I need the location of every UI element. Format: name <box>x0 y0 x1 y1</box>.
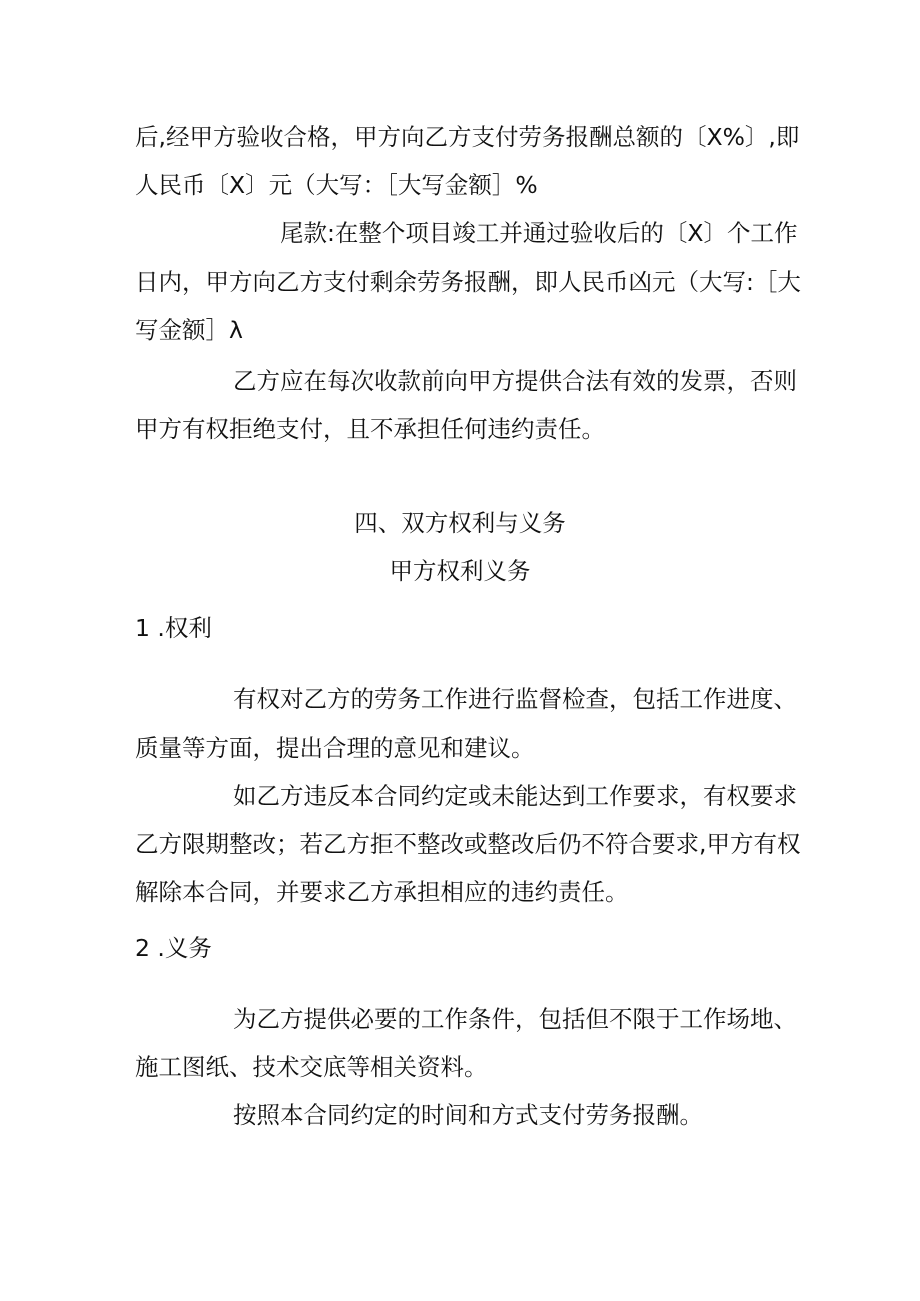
first-installment-line-2: 人民币〔X〕元（大写：［大写金额］% <box>135 171 538 199</box>
obligation-payment-line: 按照本合同约定的时间和方式支付劳务报酬。 <box>233 1101 703 1129</box>
rights-termination-line-2: 乙方限期整改；若乙方拒不整改或整改后仍不符合要求,甲方有权 <box>135 830 801 858</box>
section-heading: 四、双方权利与义务 <box>354 509 566 537</box>
rights-supervision-line-2: 质量等方面，提出合理的意见和建议。 <box>135 734 535 762</box>
final-payment-line-2: 日内，甲方向乙方支付剩余劳务报酬，即人民币凶元（大写:［大 <box>135 268 801 296</box>
subsection-heading: 甲方权利义务 <box>389 557 531 585</box>
rights-supervision-line-1: 有权对乙方的劳务工作进行监督检查，包括工作进度、 <box>233 685 797 713</box>
obligation-conditions-line-2: 施工图纸、技术交底等相关资料。 <box>135 1053 488 1081</box>
first-installment-line-1: 后,经甲方验收合格，甲方向乙方支付劳务报酬总额的〔X%〕,即 <box>135 123 800 151</box>
invoice-line-1: 乙方应在每次收款前向甲方提供合法有效的发票，否则 <box>233 367 797 395</box>
final-payment-line-3: 写金额］λ <box>135 316 243 344</box>
rights-termination-line-3: 解除本合同，并要求乙方承担相应的违约责任。 <box>135 878 629 906</box>
rights-item-heading: 1 .权利 <box>135 614 212 642</box>
obligation-conditions-line-1: 为乙方提供必要的工作条件，包括但不限于工作场地、 <box>233 1005 797 1033</box>
invoice-line-2: 甲方有权拒绝支付，且不承担任何违约责任。 <box>135 415 605 443</box>
rights-termination-line-1: 如乙方违反本合同约定或未能达到工作要求，有权要求 <box>233 782 797 810</box>
obligations-item-heading: 2 .义务 <box>135 934 212 962</box>
final-payment-line-1: 尾款:在整个项目竣工并通过验收后的〔X〕个工作 <box>280 219 798 247</box>
